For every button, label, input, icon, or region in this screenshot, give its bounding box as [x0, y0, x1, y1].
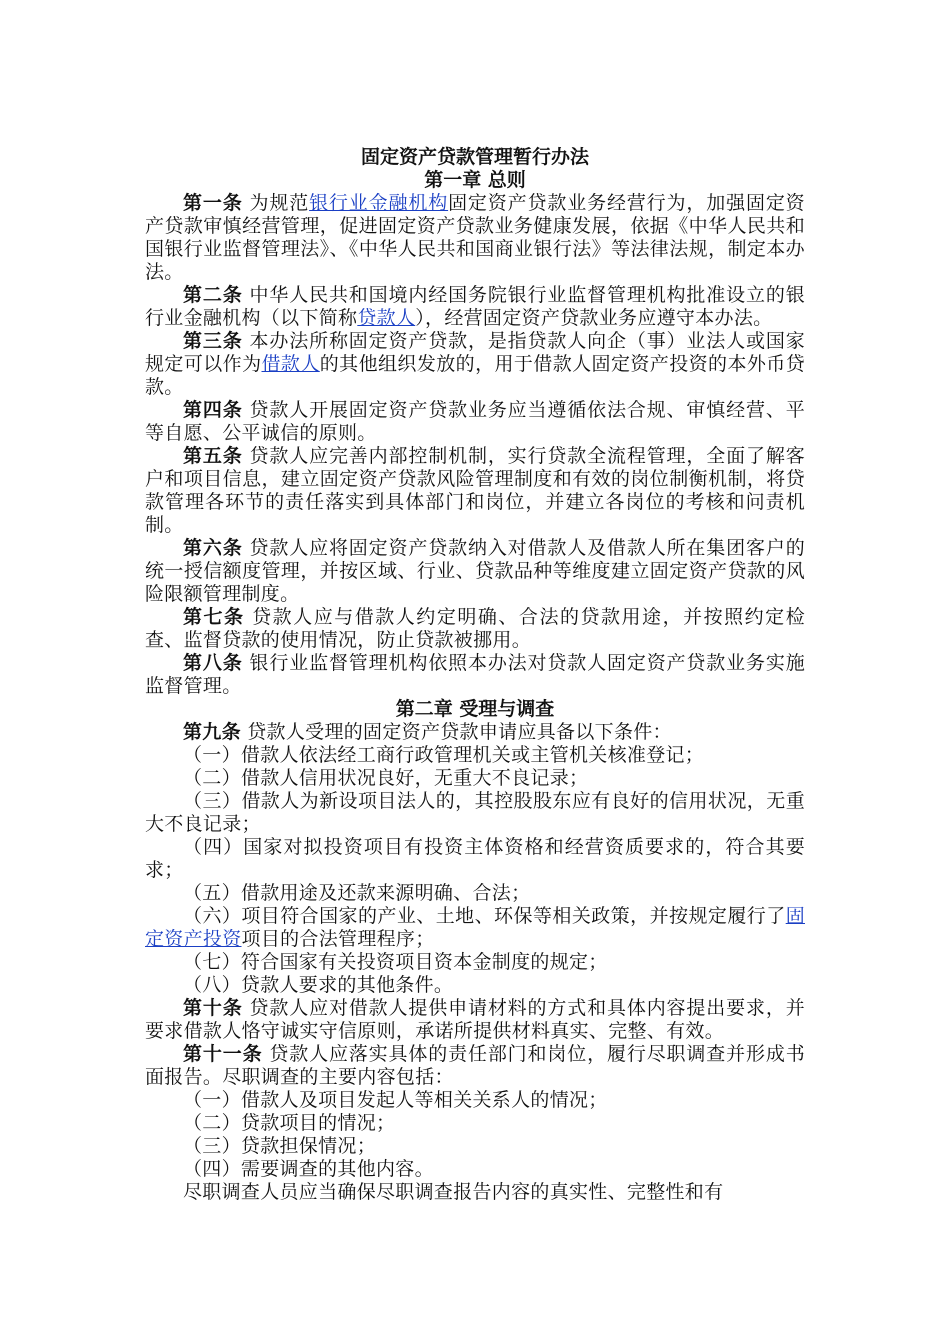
article-number: 第八条	[183, 652, 243, 674]
article-number: 第九条	[183, 721, 241, 743]
article-paragraph: 第八条 银行业监督管理机构依照本办法对贷款人固定资产贷款业务实施监督管理。	[145, 652, 806, 697]
list-item: （二）借款人信用状况良好，无重大不良记录；	[183, 767, 589, 789]
article-number: 第十一条	[183, 1043, 263, 1065]
list-item: （四）国家对拟投资项目有投资主体资格和经营资质要求的，符合其要求；	[145, 836, 805, 881]
link-lender[interactable]: 贷款人	[357, 307, 416, 329]
link-borrower[interactable]: 借款人	[261, 353, 320, 375]
article-paragraph: 第七条 贷款人应与借款人约定明确、合法的贷款用途，并按照约定检查、监督贷款的使用情况，防止贷款被挪用。	[145, 606, 805, 651]
list-item: （三）借款人为新设项目法人的，其控股股东应有良好的信用状况，无重大不良记录；	[145, 790, 805, 835]
link-banking-institution[interactable]: 银行业金融机构	[309, 192, 449, 214]
list-item: （七）符合国家有关投资项目资本金制度的规定；	[183, 951, 608, 973]
chapter-heading: 第二章 受理与调查	[395, 698, 555, 720]
list-item: （八）贷款人要求的其他条件。	[183, 974, 454, 996]
list-item: （二）贷款项目的情况；	[183, 1112, 396, 1134]
list-item: （三）贷款担保情况；	[183, 1135, 377, 1157]
article-number: 第六条	[183, 537, 243, 559]
article-paragraph: 第四条 贷款人开展固定资产贷款业务应当遵循依法合规、审慎经营、平等自愿、公平诚信的原则。	[145, 399, 806, 444]
article-number: 第四条	[183, 399, 243, 421]
article-number: 第十条	[183, 997, 243, 1019]
article-paragraph: 第三条 本办法所称固定资产贷款，是指贷款人向企（事）业法人或国家规定可以作为借款人的其他组织发放的，用于借款人固定资产投资的本外币贷款。	[145, 330, 806, 398]
article-number: 第七条	[183, 606, 245, 628]
document-title: 固定资产贷款管理暂行办法	[360, 146, 589, 168]
document-page	[145, 146, 805, 1204]
list-item: （五）借款用途及还款来源明确、合法；	[183, 882, 531, 904]
list-item: （六）项目符合国家的产业、土地、环保等相关政策，并按规定履行了固定资产投资项目的合法管理程序；	[145, 905, 805, 950]
article-paragraph: 第二条 中华人民共和国境内经国务院银行业监督管理机构批准设立的银行业金融机构（以下简称贷款人），经营固定资产贷款业务应遵守本办法。	[145, 284, 806, 329]
trailing-paragraph: 尽职调查人员应当确保尽职调查报告内容的真实性、完整性和有	[183, 1181, 724, 1203]
article-paragraph: 第十一条 贷款人应落实具体的责任部门和岗位，履行尽职调查并形成书面报告。尽职调查的主要内容包括：	[145, 1043, 806, 1088]
list-item: （四）需要调查的其他内容。	[183, 1158, 434, 1180]
article-number: 第五条	[183, 445, 243, 467]
article-number: 第三条	[183, 330, 243, 352]
article-paragraph: 第九条 贷款人受理的固定资产贷款申请应具备以下条件：	[183, 721, 672, 743]
article-paragraph: 第一条 为规范银行业金融机构固定资产贷款业务经营行为，加强固定资产贷款审慎经营管理，促进固定资产贷款业务健康发展，依据《中华人民共和国银行业监督管理法》、《中华人民共和国商业银行法》等法律法规，制定本办法。	[145, 192, 805, 283]
article-number: 第二条	[183, 284, 243, 306]
article-paragraph: 第十条 贷款人应对借款人提供申请材料的方式和具体内容提出要求，并要求借款人恪守诚实守信原则，承诺所提供材料真实、完整、有效。	[145, 997, 806, 1042]
article-paragraph: 第六条 贷款人应将固定资产贷款纳入对借款人及借款人所在集团客户的统一授信额度管理，并按区域、行业、贷款品种等维度建立固定资产贷款的风险限额管理制度。	[145, 537, 806, 605]
list-item: （一）借款人及项目发起人等相关关系人的情况；	[183, 1089, 608, 1111]
list-item: （一）借款人依法经工商行政管理机关或主管机关核准登记；	[183, 744, 705, 766]
article-paragraph: 第五条 贷款人应完善内部控制机制，实行贷款全流程管理，全面了解客户和项目信息，建立固定资产贷款风险管理制度和有效的岗位制衡机制，将贷款管理各环节的责任落实到具体部门和岗位，并建立各岗位的考核和问责机制。	[145, 445, 806, 536]
article-number: 第一条	[183, 192, 243, 214]
link-fixed-asset-investment[interactable]: 固定资产投资	[145, 905, 805, 950]
chapter-heading: 第一章 总则	[424, 169, 526, 191]
